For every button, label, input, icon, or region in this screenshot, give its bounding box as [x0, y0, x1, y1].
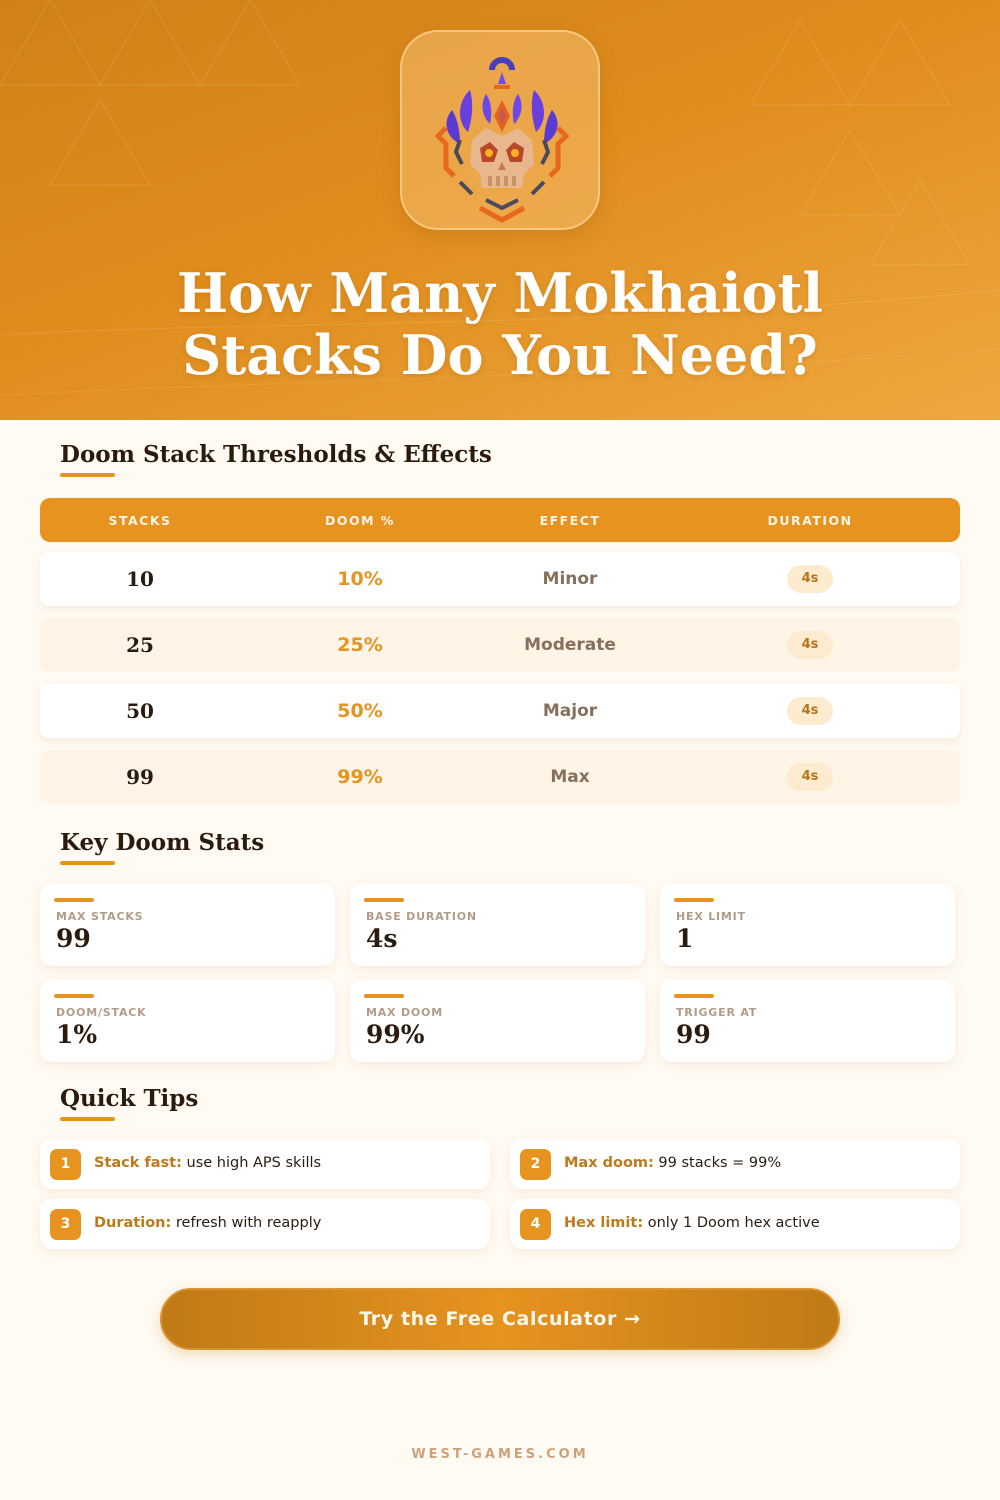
column-header-effect: EFFECT: [539, 512, 601, 528]
stat-label: TRIGGER AT: [676, 1006, 758, 1019]
footer-site-name: WEST-GAMES.COM: [411, 1447, 589, 1462]
stacks-cell: 99: [126, 765, 154, 789]
stat-label: MAX DOOM: [366, 1006, 443, 1019]
effect-cell: Moderate: [524, 635, 616, 655]
tips-heading: Quick Tips: [60, 1085, 199, 1112]
stat-label: DOOM/STACK: [56, 1006, 147, 1019]
accent-bar: [54, 898, 94, 902]
accent-bar: [674, 994, 714, 998]
stat-value: 99: [56, 924, 91, 953]
column-header-stacks: STACKS: [108, 512, 172, 528]
doom-cell: 10%: [337, 568, 383, 590]
duration-badge: 4s: [787, 631, 833, 659]
effect-cell: Minor: [542, 569, 598, 589]
tip-body: 99 stacks = 99%: [653, 1155, 782, 1171]
tip-key: Stack fast:: [94, 1155, 182, 1171]
stat-card-trigger-at: [660, 980, 955, 1062]
thresholds-heading: Doom Stack Thresholds & Effects: [60, 441, 492, 468]
doom-cell: 99%: [337, 766, 383, 788]
table-row: [40, 552, 960, 606]
stat-card-doom-per-stack: [40, 980, 335, 1062]
stat-label: HEX LIMIT: [676, 910, 746, 923]
hero-header: [0, 0, 1000, 420]
tip-key: Max doom:: [564, 1155, 654, 1171]
doom-cell: 25%: [337, 634, 383, 656]
accent-bar: [54, 994, 94, 998]
tip-number-badge: 4: [520, 1209, 551, 1240]
stats-heading: Key Doom Stats: [60, 829, 265, 856]
duration-badge: 4s: [787, 763, 833, 791]
stacks-cell: 50: [126, 699, 154, 723]
heading-underline: [60, 473, 115, 477]
effect-cell: Major: [542, 701, 598, 721]
table-row: [40, 684, 960, 738]
tip-body: only 1 Doom hex active: [643, 1215, 820, 1231]
duration-badge: 4s: [787, 697, 833, 725]
accent-bar: [364, 994, 404, 998]
thresholds-table-header: [40, 498, 960, 542]
title-line-1: How Many Mokhaiotl: [177, 261, 823, 325]
column-header-duration: DURATION: [767, 512, 853, 528]
tip-body: use high APS skills: [181, 1155, 322, 1171]
stacks-cell: 10: [126, 567, 154, 591]
tip-body: refresh with reapply: [171, 1215, 322, 1231]
accent-bar: [364, 898, 404, 902]
effect-cell: Max: [550, 767, 590, 787]
tip-item: [40, 1139, 490, 1189]
column-header-doom: DOOM %: [325, 512, 395, 528]
doom-cell: 50%: [337, 700, 383, 722]
title-line-2: Stacks Do You Need?: [182, 323, 818, 387]
stat-card-max-doom: [350, 980, 645, 1062]
try-calculator-button[interactable]: Try the Free Calculator →: [160, 1288, 840, 1350]
heading-underline: [60, 861, 115, 865]
tip-text: [94, 1215, 321, 1231]
heading-underline: [60, 1117, 115, 1121]
stat-card-hex-limit: [660, 884, 955, 966]
stat-value: 99: [676, 1020, 711, 1049]
mokhaiotl-skull-emblem-icon: [402, 32, 602, 232]
tip-item: [510, 1139, 960, 1189]
tip-number-badge: 3: [50, 1209, 81, 1240]
stat-value: 1: [676, 924, 694, 953]
tip-number-badge: 1: [50, 1149, 81, 1180]
tip-item: [40, 1199, 490, 1249]
tip-text: [94, 1155, 321, 1171]
tip-key: Hex limit:: [564, 1215, 644, 1231]
stat-card-base-duration: [350, 884, 645, 966]
stat-value: 1%: [56, 1020, 98, 1049]
skull-emblem-tile: [400, 30, 600, 230]
stat-label: MAX STACKS: [56, 910, 144, 923]
accent-bar: [674, 898, 714, 902]
tip-text: [564, 1215, 820, 1231]
table-row: [40, 618, 960, 672]
page-title: [0, 262, 1000, 386]
stat-label: BASE DURATION: [366, 910, 477, 923]
tip-item: [510, 1199, 960, 1249]
stat-value: 99%: [366, 1020, 425, 1049]
tip-number-badge: 2: [520, 1149, 551, 1180]
duration-badge: 4s: [787, 565, 833, 593]
tip-text: [564, 1155, 781, 1171]
stacks-cell: 25: [126, 633, 154, 657]
stat-value: 4s: [366, 924, 398, 953]
stat-card-max-stacks: [40, 884, 335, 966]
table-row: [40, 750, 960, 804]
tip-key: Duration:: [94, 1215, 172, 1231]
